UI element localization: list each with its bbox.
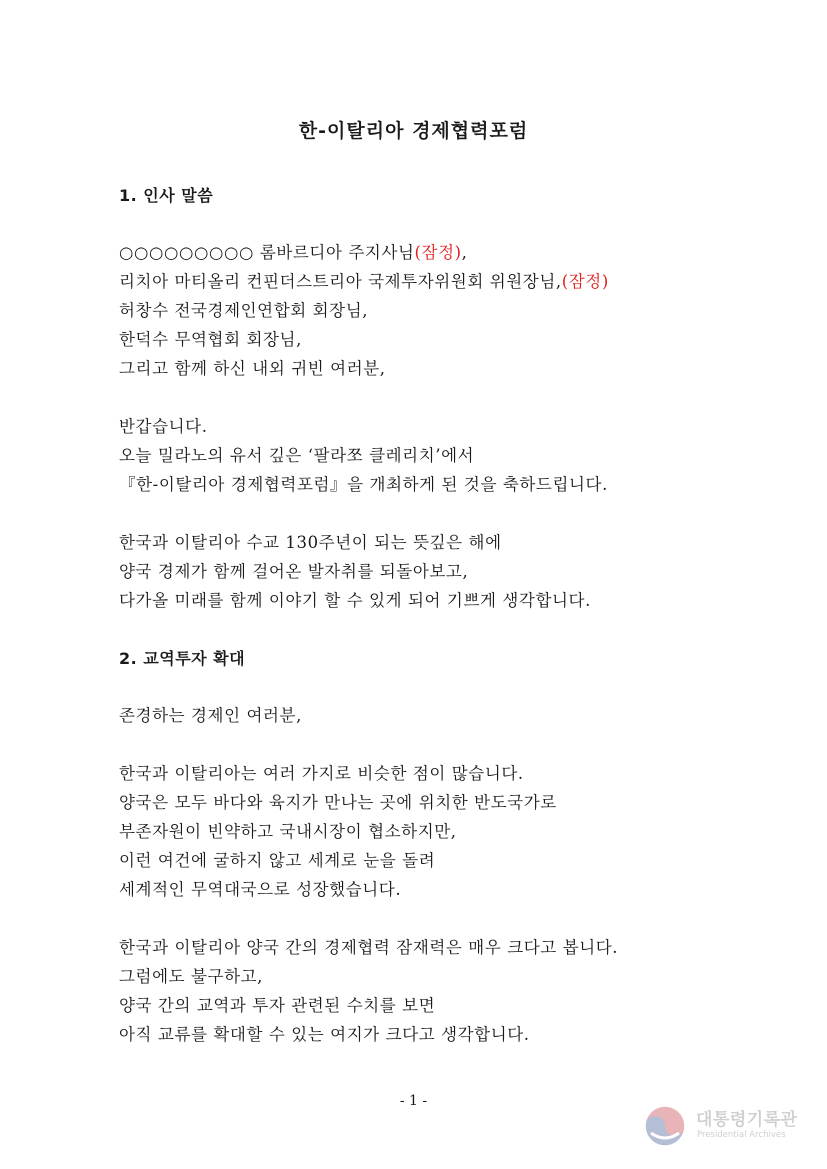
greeting-text: ○○○○○○○○○ 롬바르디아 주지사님 [119, 243, 415, 262]
tentative-note: (잠정) [561, 272, 609, 291]
paragraph-line: 세계적인 무역대국으로 성장했습니다. [119, 880, 402, 899]
greeting-line: 그리고 함께 하신 내외 귀빈 여러분, [119, 359, 386, 378]
taegeuk-emblem-icon [642, 1103, 688, 1149]
paragraph-line: 반갑습니다. [119, 417, 208, 436]
paragraph-line: 양국 경제가 함께 걸어온 발자취를 되돌아보고, [119, 562, 469, 581]
paragraph-line: 한국과 이탈리아는 여러 가지로 비슷한 점이 많습니다. [119, 764, 524, 783]
tentative-note: (잠정) [414, 243, 462, 262]
paragraph-line: 이런 여건에 굴하지 않고 세계로 눈을 돌려 [119, 851, 436, 870]
archives-name-kr: 대통령기록관 [696, 1110, 798, 1130]
greeting-line: 한덕수 무역협회 회장님, [119, 330, 302, 349]
presidential-archives-watermark [642, 1103, 812, 1151]
greeting-line [119, 239, 468, 263]
paragraph-line: 오늘 밀라노의 유서 깊은 ‘팔라쪼 클레리치’에서 [119, 446, 475, 465]
section-heading-greeting: 1. 인사 말씀 [119, 186, 214, 205]
paragraph-line: 양국 간의 교역과 투자 관련된 수치를 보면 [119, 996, 436, 1015]
paragraph-line: 다가올 미래를 함께 이야기 할 수 있게 되어 기쁘게 생각합니다. [119, 591, 591, 610]
paragraph-line: 부존자원이 빈약하고 국내시장이 협소하지만, [119, 822, 457, 841]
greeting-line [119, 268, 609, 292]
paragraph-line: 그럼에도 불구하고, [119, 967, 264, 986]
paragraph-line: 양국은 모두 바다와 육지가 만나는 곳에 위치한 반도국가로 [119, 793, 557, 812]
document-title: 한-이탈리아 경제협력포럼 [298, 120, 529, 142]
paragraph-line: 한국과 이탈리아 수교 130주년이 되는 뜻깊은 해에 [119, 533, 502, 552]
greeting-line: 허창수 전국경제인연합회 회장님, [119, 301, 369, 320]
paragraph-line: 『한-이탈리아 경제협력포럼』을 개최하게 된 것을 축하드립니다. [119, 475, 608, 494]
paragraph-line: 한국과 이탈리아 양국 간의 경제협력 잠재력은 매우 크다고 봅니다. [119, 938, 619, 957]
section-heading-trade: 2. 교역투자 확대 [119, 649, 246, 668]
address-line: 존경하는 경제인 여러분, [119, 706, 302, 725]
page-number: - 1 - [399, 1093, 428, 1109]
greeting-suffix: , [461, 243, 468, 262]
archives-name-en: Presidential Archives [697, 1130, 786, 1140]
greeting-text: 리치아 마티올리 컨핀더스트리아 국제투자위원회 위원장님, [119, 272, 562, 291]
paragraph-line: 아직 교류를 확대할 수 있는 여지가 크다고 생각합니다. [119, 1025, 530, 1044]
